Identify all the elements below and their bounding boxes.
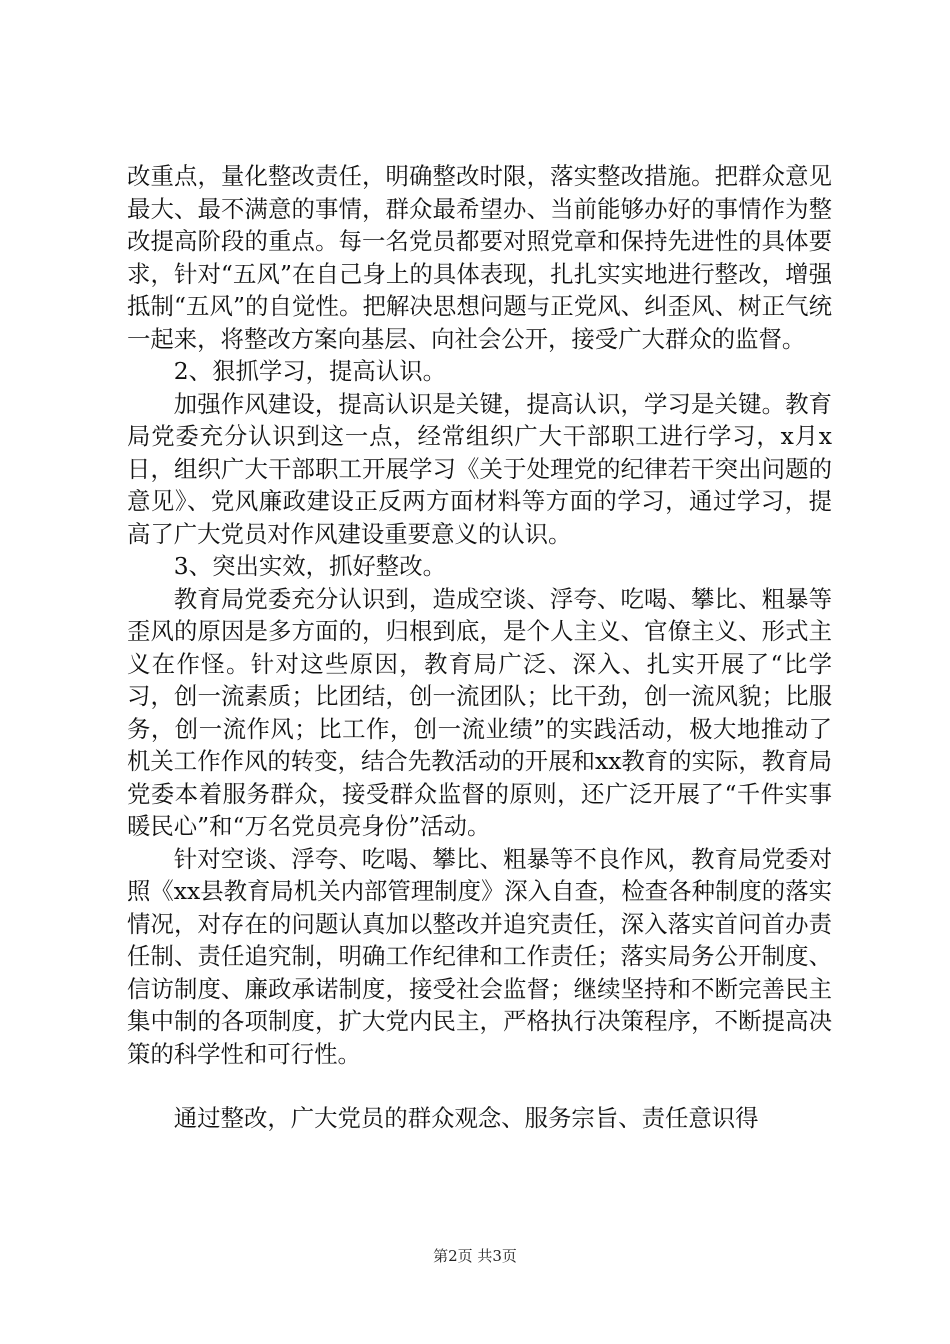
paragraph-gap <box>127 1070 832 1102</box>
paragraph-results: 通过整改，广大党员的群众观念、服务宗旨、责任意识得 <box>173 1104 759 1132</box>
section-heading-rectify: 3、突出实效，抓好整改。 <box>173 552 446 580</box>
document-body <box>127 160 832 1135</box>
paragraph-rectify: 教育局党委充分认识到，造成空谈、浮夸、吃喝、攀比、粗暴等歪风的原因是多方面的，归根到底，是个人主义、官僚主义、形式主义在作怪。针对这些原因，教育局广泛、深入、扎实开展了“比学习，创一流素质；比团结，创一流团队；比干劲，创一流风貌；比服务，创一流作风；比工作，创一流业绩”的实践活动，极大地推动了机关工作作风的转变，结合先教活动的开展和xx教育的实际，教育局党委本着服务群众，接受群众监督的原则，还广泛开展了“千件实事暖民心”和“万名党员亮身份”活动。 <box>127 584 832 840</box>
paragraph-study: 加强作风建设，提高认识是关键，提高认识，学习是关键。教育局党委充分认识到这一点，经常组织广大干部职工进行学习，x月x日，组织广大干部职工开展学习《关于处理党的纪律若干突出问题的意见》、党风廉政建设正反两方面材料等方面的学习，通过学习，提高了广大党员对作风建设重要意义的认识。 <box>127 389 832 548</box>
paragraph-self-check: 针对空谈、浮夸、吃喝、攀比、粗暴等不良作风，教育局党委对照《xx县教育局机关内部管理制度》深入自查，检查各种制度的落实情况，对存在的问题认真加以整改并追究责任，深入落实首问首办责任制、责任追究制，明确工作纪律和工作责任；落实局务公开制度、信访制度、廉政承诺制度，接受社会监督；继续坚持和不断完善民主集中制的各项制度，扩大党内民主，严格执行决策程序，不断提高决策的科学性和可行性。 <box>127 844 832 1068</box>
paragraph-continuation: 改重点，量化整改责任，明确整改时限，落实整改措施。把群众意见最大、最不满意的事情，群众最希望办、当前能够办好的事情作为整改提高阶段的重点。每一名党员都要对照党章和保持先进性的具体要求，针对“五风”在自己身上的具体表现，扎扎实实地进行整改，增强抵制“五风”的自觉性。把解决思想问题与正党风、纠歪风、树正气统一起来，将整改方案向基层、向社会公开，接受广大群众的监督。 <box>127 162 832 353</box>
section-heading-study: 2、狠抓学习，提高认识。 <box>173 357 446 385</box>
page-number-footer: 第2页 共3页 <box>433 1247 517 1265</box>
